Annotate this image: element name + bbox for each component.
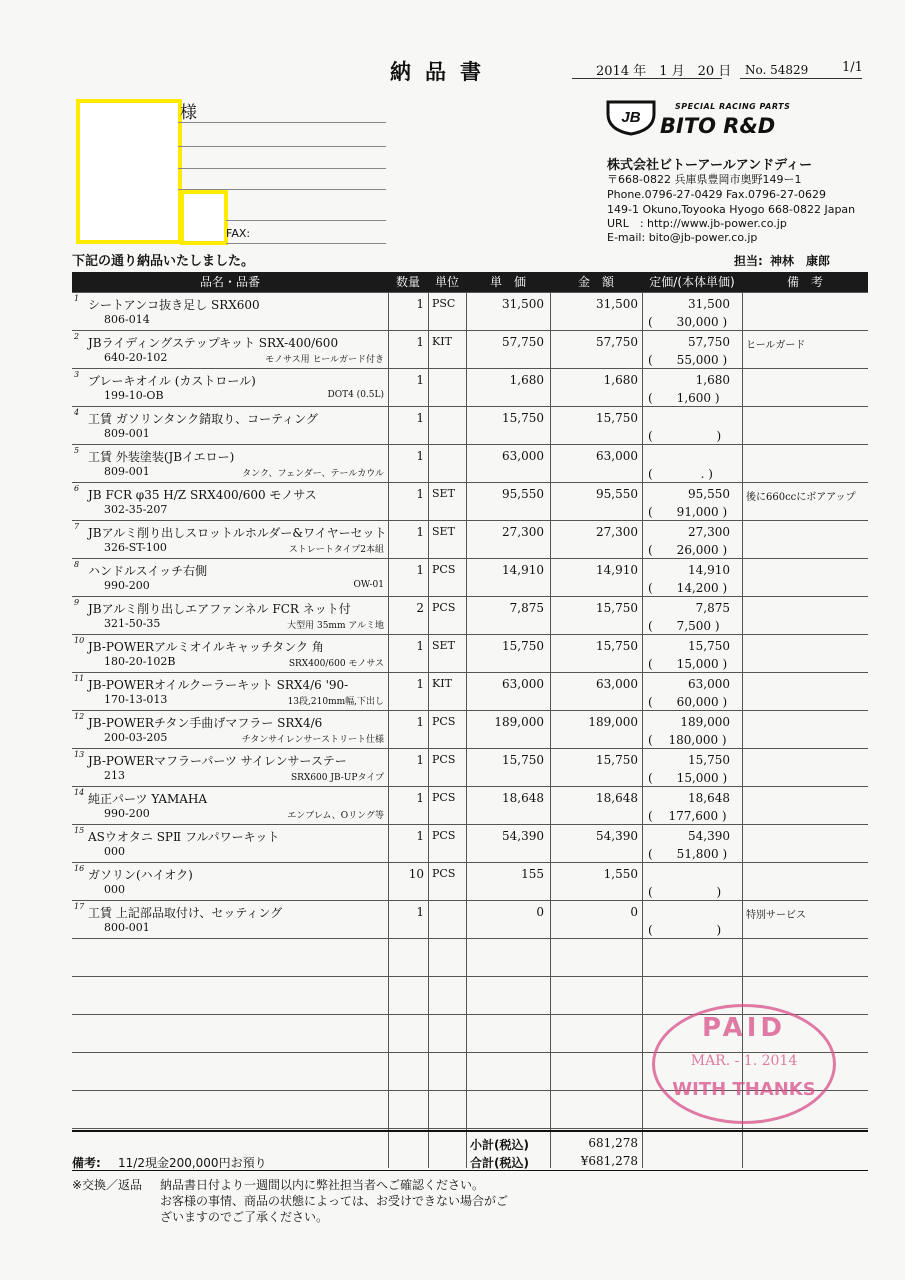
redacted-customer-detail [180, 190, 228, 245]
item-unit: PCS [432, 867, 456, 880]
row-divider [72, 482, 868, 483]
item-base-price: ( ) [648, 429, 722, 443]
item-list-price: 57,750 [688, 335, 730, 349]
row-index: 14 [74, 788, 85, 797]
row-divider [72, 634, 868, 635]
item-unit: PCS [432, 791, 456, 804]
row-divider [72, 368, 868, 369]
item-code: 200-03-205 [104, 731, 168, 744]
item-price: 57,750 [502, 335, 544, 349]
item-qty: 1 [416, 411, 424, 425]
item-note: OW-01 [353, 580, 384, 590]
issue-date: 2014 年 1 月 20 日 [596, 64, 732, 79]
item-code: 000 [104, 845, 125, 858]
item-base-price: ( 177,600 ) [648, 809, 727, 823]
item-note: DOT4 (0.5L) [327, 390, 384, 400]
item-amount: 57,750 [596, 335, 638, 349]
item-amount: 15,750 [596, 753, 638, 767]
row-divider [72, 520, 868, 521]
item-name: JB-POWERオイルクーラーキット SRX4/6 '90- [88, 678, 349, 692]
item-base-price: ( 180,000 ) [648, 733, 727, 747]
item-qty: 1 [416, 791, 424, 805]
item-note: SRX400/600 モノサス [288, 659, 384, 669]
row-divider [72, 292, 868, 293]
item-base-price: ( 1,600 ) [648, 391, 720, 405]
item-note: タンク、フェンダー、テールカウル [242, 469, 384, 479]
item-code: 213 [104, 769, 125, 782]
item-list-price: 63,000 [688, 677, 730, 691]
redacted-customer-name [76, 99, 182, 244]
row-divider [72, 596, 868, 597]
item-code: 809-001 [104, 465, 150, 478]
item-base-price: ( 91,000 ) [648, 505, 728, 519]
item-name: 純正パーツ YAMAHA [88, 792, 208, 806]
item-price: 54,390 [502, 829, 544, 843]
row-divider [72, 558, 868, 559]
row-index: 11 [74, 674, 85, 683]
item-amount: 63,000 [596, 449, 638, 463]
item-price: 7,875 [509, 601, 544, 615]
company-email: E-mail: bito@jb-power.co.jp [607, 231, 758, 244]
row-divider [72, 786, 868, 787]
header-remarks: 備 考 [786, 275, 823, 289]
column-divider [428, 292, 429, 1168]
item-amount: 95,550 [596, 487, 638, 501]
remarks-text: 11/2現金200,000円お預り [118, 1156, 267, 1170]
column-divider [642, 292, 643, 1168]
item-unit: SET [432, 639, 455, 652]
item-note: エンブレム、Oリング等 [287, 811, 384, 821]
item-qty: 1 [416, 563, 424, 577]
item-unit: PCS [432, 829, 456, 842]
date-underline [572, 78, 722, 79]
address-line [178, 168, 386, 169]
item-base-price: ( 14,200 ) [648, 581, 728, 595]
item-name: 工賃 ガソリンタンク錆取り、コーティング [88, 412, 318, 426]
item-list-price: 15,750 [688, 639, 730, 653]
footer-rule [72, 1170, 868, 1171]
row-divider [72, 862, 868, 863]
address-line [226, 220, 386, 221]
item-remark: ヒールガード [746, 340, 806, 351]
fax-label: FAX: [226, 227, 251, 240]
item-price: 0 [536, 905, 544, 919]
item-price: 15,750 [502, 639, 544, 653]
item-base-price: ( . ) [648, 467, 713, 481]
item-qty: 1 [416, 677, 424, 691]
row-divider [72, 330, 868, 331]
company-address-en: 149-1 Okuno,Toyooka Hyogo 668-0822 Japan [607, 203, 856, 216]
item-price: 27,300 [502, 525, 544, 539]
item-name: シートアンコ抜き足し SRX600 [88, 298, 260, 312]
item-unit: KIT [432, 677, 452, 690]
row-index: 5 [74, 446, 80, 455]
subtotal-label: 小計(税込) [470, 1138, 529, 1152]
item-unit: SET [432, 487, 455, 500]
intro-text: 下記の通り納品いたしました。 [72, 254, 255, 269]
row-divider [72, 672, 868, 673]
row-index: 2 [74, 332, 80, 341]
row-index: 13 [74, 750, 85, 759]
item-code: 809-001 [104, 427, 150, 440]
row-index: 12 [74, 712, 85, 721]
item-remark: 後に660ccにボアアップ [746, 492, 856, 503]
row-divider [72, 976, 868, 977]
item-qty: 1 [416, 715, 424, 729]
item-name: JBライディングステップキット SRX-400/600 [88, 336, 339, 350]
item-list-price: 14,910 [688, 563, 730, 577]
item-note: チタンサイレンサーストリート仕様 [241, 735, 384, 745]
item-amount: 54,390 [596, 829, 638, 843]
item-base-price: ( ) [648, 923, 722, 937]
item-price: 15,750 [502, 411, 544, 425]
item-amount: 27,300 [596, 525, 638, 539]
item-base-price: ( 51,800 ) [648, 847, 728, 861]
item-list-price: 27,300 [688, 525, 730, 539]
row-index: 10 [74, 636, 85, 645]
address-line [178, 122, 386, 123]
staff-label: 担当: [734, 254, 763, 268]
header-unit: 単位 [434, 275, 459, 289]
item-code: 990-200 [104, 807, 150, 820]
item-list-price: 1,680 [695, 373, 730, 387]
jb-shield-logo-icon [606, 100, 656, 136]
item-name: JB FCR φ35 H/Z SRX400/600 モノサス [88, 488, 317, 502]
row-index: 16 [74, 864, 85, 873]
item-base-price: ( 26,000 ) [648, 543, 728, 557]
customer-honorific: 様 [180, 103, 197, 123]
item-code: 170-13-013 [104, 693, 168, 706]
item-price: 18,648 [502, 791, 544, 805]
row-index: 4 [74, 408, 80, 417]
header-price: 単 価 [489, 275, 526, 289]
item-price: 14,910 [502, 563, 544, 577]
item-unit: PCS [432, 563, 456, 576]
item-name: JBアルミ削り出しエアファンネル FCR ネット付 [88, 602, 351, 616]
returns-line-1: 納品書日付より一週間以内に弊社担当者へご確認ください。 [160, 1178, 485, 1192]
stamp-date: MAR. - 1. 2014 [690, 1053, 798, 1069]
item-qty: 1 [416, 639, 424, 653]
row-index: 8 [74, 560, 80, 569]
item-qty: 1 [416, 829, 424, 843]
row-divider [72, 900, 868, 901]
item-list-price: 54,390 [688, 829, 730, 843]
paid-stamp [652, 1004, 836, 1124]
item-code: 199-10-OB [104, 389, 164, 402]
item-base-price: ( 55,000 ) [648, 353, 728, 367]
address-line [178, 146, 386, 147]
total-value: ¥681,278 [580, 1154, 638, 1168]
totals-rule [72, 1130, 868, 1132]
item-list-price: 31,500 [688, 297, 730, 311]
item-amount: 189,000 [588, 715, 638, 729]
row-index: 7 [74, 522, 80, 531]
row-divider [72, 406, 868, 407]
address-line [178, 189, 386, 190]
item-amount: 1,680 [603, 373, 638, 387]
item-price: 1,680 [509, 373, 544, 387]
item-price: 63,000 [502, 449, 544, 463]
item-amount: 18,648 [596, 791, 638, 805]
item-name: ブレーキオイル (カストロール) [88, 374, 256, 388]
row-divider [72, 748, 868, 749]
logo-tagline: SPECIAL RACING PARTS [675, 102, 791, 111]
item-unit: KIT [432, 335, 452, 348]
item-base-price: ( 30,000 ) [648, 315, 728, 329]
item-base-price: ( 7,500 ) [648, 619, 720, 633]
item-code: 000 [104, 883, 125, 896]
address-line [226, 243, 386, 244]
company-phone: Phone.0796-27-0429 Fax.0796-27-0629 [607, 188, 826, 201]
item-note: 13段,210mm幅,下出し [287, 697, 384, 707]
company-postal: 〒668-0822 兵庫県豊岡市奥野149ー1 [607, 173, 802, 186]
item-unit: PSC [432, 297, 456, 310]
item-unit: PCS [432, 753, 456, 766]
header-list-price: 定価/(本体単価) [649, 275, 735, 289]
item-qty: 1 [416, 449, 424, 463]
item-qty: 1 [416, 297, 424, 311]
returns-line-2: お客様の事情、商品の状態によっては、お受けできない場合がご [160, 1194, 509, 1208]
item-price: 95,550 [502, 487, 544, 501]
item-amount: 31,500 [596, 297, 638, 311]
svg-text:JB: JB [621, 109, 641, 126]
item-unit: PCS [432, 601, 456, 614]
item-unit: SET [432, 525, 455, 538]
item-amount: 14,910 [596, 563, 638, 577]
item-name: 工賃 上記部品取付け、セッティング [88, 906, 283, 920]
stamp-paid: PAID [701, 1013, 787, 1043]
item-amount: 15,750 [596, 639, 638, 653]
header-qty: 数量 [395, 275, 420, 289]
item-name: ASウオタニ SPⅡ フルパワーキット [88, 830, 280, 844]
stamp-thanks: WITH THANKS [672, 1079, 816, 1100]
total-label: 合計(税込) [470, 1156, 529, 1170]
item-qty: 1 [416, 905, 424, 919]
item-list-price: 189,000 [680, 715, 730, 729]
row-index: 1 [74, 294, 80, 303]
item-price: 15,750 [502, 753, 544, 767]
item-price: 155 [521, 867, 544, 881]
staff-name: 神林 康郎 [770, 254, 831, 268]
item-base-price: ( ) [648, 885, 722, 899]
item-amount: 15,750 [596, 411, 638, 425]
item-qty: 1 [416, 373, 424, 387]
item-name: JB-POWERチタン手曲げマフラー SRX4/6 [88, 716, 323, 730]
returns-label: ※交換／返品 [72, 1178, 143, 1192]
item-list-price: 18,648 [688, 791, 730, 805]
row-index: 9 [74, 598, 80, 607]
item-qty: 1 [416, 753, 424, 767]
logo-name: BITO R&D [660, 114, 776, 138]
item-qty: 10 [408, 867, 424, 881]
row-divider [72, 824, 868, 825]
item-remark: 特別サービス [746, 910, 806, 921]
item-name: ガソリン(ハイオク) [88, 868, 193, 882]
row-index: 15 [74, 826, 85, 835]
item-qty: 1 [416, 487, 424, 501]
item-amount: 0 [630, 905, 638, 919]
document-number: No. 54829 [745, 63, 809, 77]
item-qty: 2 [416, 601, 424, 615]
row-divider [72, 938, 868, 939]
row-divider [72, 710, 868, 711]
company-url: URL : http://www.jb-power.co.jp [607, 217, 787, 230]
item-code: 806-014 [104, 313, 150, 326]
item-base-price: ( 15,000 ) [648, 657, 728, 671]
item-name: ハンドルスイッチ右側 [88, 564, 208, 578]
remarks-label: 備考: [72, 1156, 101, 1170]
item-price: 63,000 [502, 677, 544, 691]
item-code: 321-50-35 [104, 617, 161, 630]
returns-line-3: ざいますのでご了承ください。 [160, 1210, 329, 1224]
item-note: モノサス用 ヒールガード付き [265, 355, 384, 365]
item-price: 189,000 [494, 715, 544, 729]
item-note: 大型用 35mm アルミ地 [287, 621, 384, 631]
item-list-price: 15,750 [688, 753, 730, 767]
item-base-price: ( 60,000 ) [648, 695, 728, 709]
page-number: 1/1 [842, 60, 863, 75]
row-index: 6 [74, 484, 80, 493]
document-title: 納品書 [390, 60, 495, 84]
item-name: JBアルミ削り出しスロットルホルダー&ワイヤーセット [88, 526, 387, 540]
item-list-price: 95,550 [688, 487, 730, 501]
subtotal-value: 681,278 [588, 1136, 638, 1150]
item-name: JB-POWERアルミオイルキャッチタンク 角 [88, 640, 324, 654]
header-amount: 金 額 [577, 275, 614, 289]
row-divider [72, 1128, 868, 1129]
header-item: 品名・品番 [199, 275, 260, 289]
row-divider [72, 444, 868, 445]
item-code: 326-ST-100 [104, 541, 167, 554]
item-code: 990-200 [104, 579, 150, 592]
item-amount: 15,750 [596, 601, 638, 615]
item-name: JB-POWERマフラーパーツ サイレンサーステー [88, 754, 347, 768]
row-index: 17 [74, 902, 85, 911]
item-note: ストレートタイプ2本組 [288, 545, 384, 555]
item-amount: 63,000 [596, 677, 638, 691]
company-name: 株式会社ビトーアールアンドディー [607, 158, 813, 173]
item-code: 800-001 [104, 921, 150, 934]
item-list-price: 7,875 [695, 601, 730, 615]
item-price: 31,500 [502, 297, 544, 311]
item-code: 180-20-102B [104, 655, 176, 668]
item-base-price: ( 15,000 ) [648, 771, 728, 785]
row-index: 3 [74, 370, 80, 379]
item-qty: 1 [416, 335, 424, 349]
number-underline [740, 78, 862, 79]
item-code: 640-20-102 [104, 351, 168, 364]
item-unit: PCS [432, 715, 456, 728]
item-amount: 1,550 [603, 867, 638, 881]
item-code: 302-35-207 [104, 503, 168, 516]
item-note: SRX600 JB-UPタイプ [290, 773, 384, 783]
item-qty: 1 [416, 525, 424, 539]
item-name: 工賃 外装塗装(JBイエロー) [88, 450, 235, 464]
